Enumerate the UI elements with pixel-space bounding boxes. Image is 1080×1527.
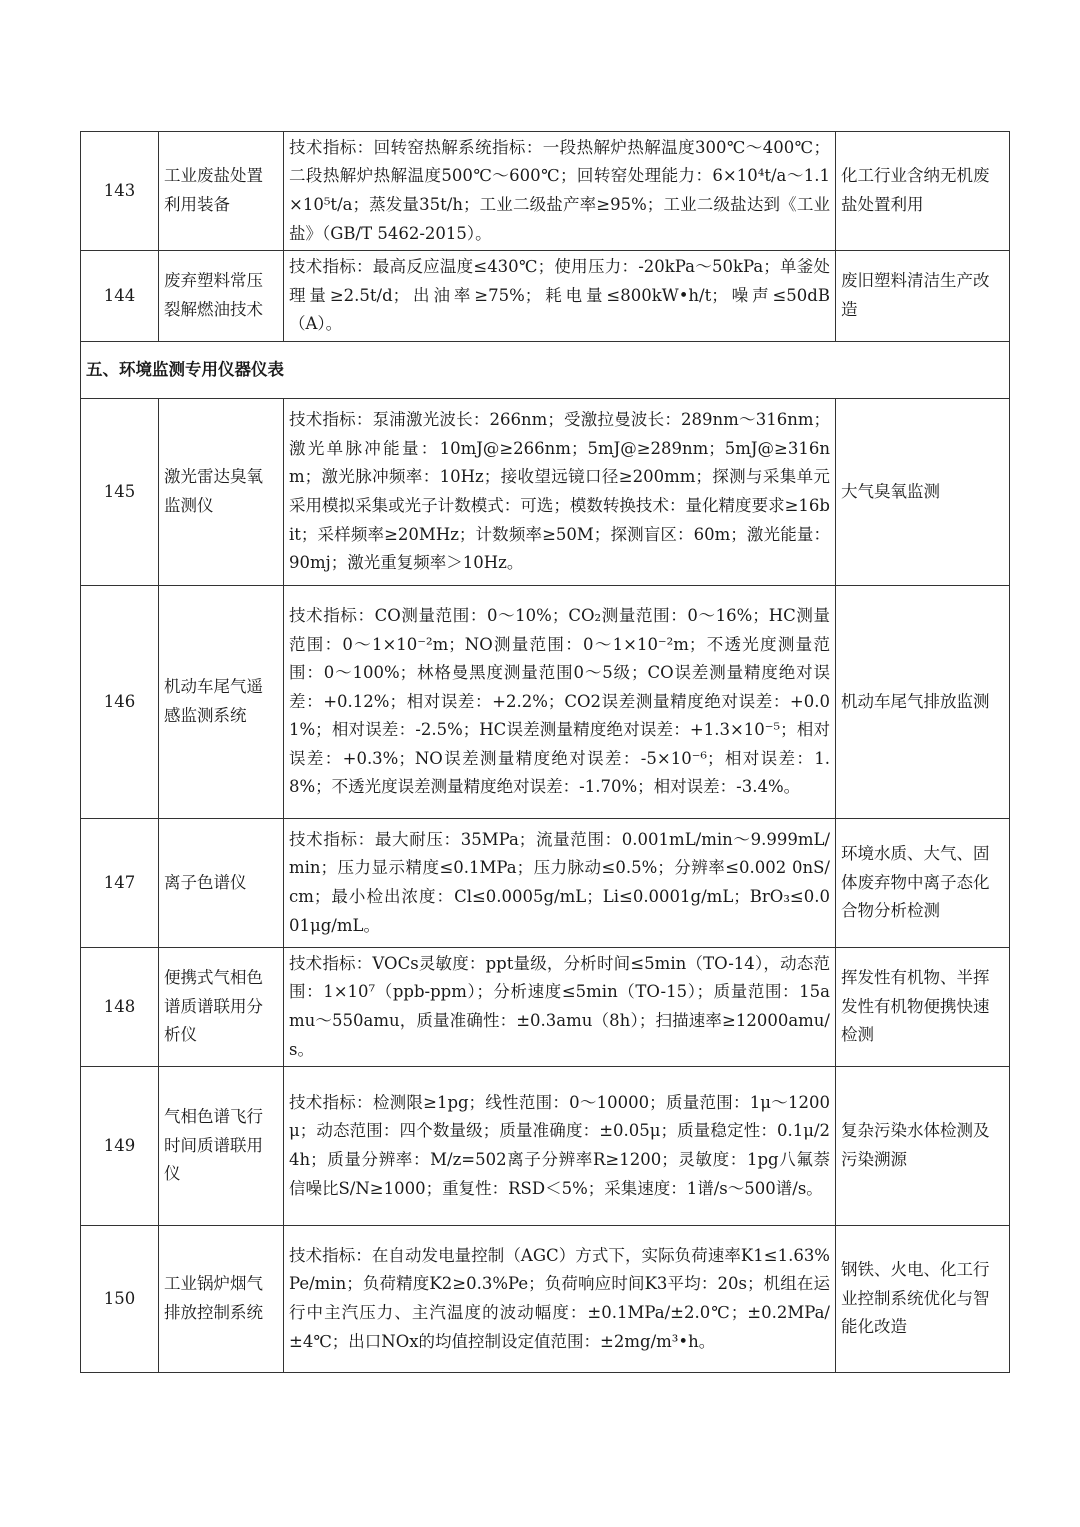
table-row (81, 399, 1010, 586)
table-row (81, 948, 1010, 1067)
table-row (81, 1226, 1010, 1373)
product-name: 便携式气相色谱质谱联用分析仪 (159, 948, 284, 1067)
product-name: 激光雷达臭氧监测仪 (159, 399, 284, 586)
row-number: 147 (81, 819, 159, 948)
product-name: 气相色谱飞行时间质谱联用仪 (159, 1067, 284, 1226)
product-name: 机动车尾气遥感监测系统 (159, 586, 284, 819)
technical-spec: 技术指标：最大耐压：35MPa；流量范围：0.001mL/min～9.999mL/min；压力显示精度≤0.1MPa；压力脉动≤0.5%；分辨率≤0.002 0nS/cm；最小检出浓度：Cl≤0.0005g/mL；Li≤0.0001g/mL；BrO₃≤0.001μg/mL。 (284, 819, 836, 948)
technical-spec: 技术指标：最高反应温度≤430℃；使用压力：-20kPa～50kPa；单釜处理量≥2.5t/d；出油率≥75%；耗电量≤800kW•h/t；噪声≤50dB（A）。 (284, 251, 836, 342)
technical-spec: 技术指标：泵浦激光波长：266nm；受激拉曼波长：289nm～316nm；激光单脉冲能量：10mJ@≥266nm；5mJ@≥289nm；5mJ@≥316nm；激光脉冲频率：10Hz；接收望远镜口径≥200mm；探测与采集单元采用模拟采集或光子计数模式：可选；模数转换技术：量化精度要求≥16bit；采样频率≥20MHz；计数频率≥50M；探测盲区：60m；激光能量：90mj；激光重复频率＞10Hz。 (284, 399, 836, 586)
technical-spec: 技术指标：VOCs灵敏度：ppt量级，分析时间≤5min（TO-14），动态范围：1×10⁷（ppb-ppm）；分析速度≤5min（TO-15）；质量范围：15amu～550amu，质量准确性：±0.3amu（8h）；扫描速率≥12000amu/s。 (284, 948, 836, 1067)
product-name: 废弃塑料常压裂解燃油技术 (159, 251, 284, 342)
application-field: 废旧塑料清洁生产改造 (836, 251, 1010, 342)
technical-spec: 技术指标：回转窑热解系统指标：一段热解炉热解温度300℃～400℃；二段热解炉热解温度500℃～600℃；回转窑处理能力：6×10⁴t/a～1.1×10⁵t/a；蒸发量35t/h；工业二级盐产率≥95%；工业二级盐达到《工业盐》（GB/T 5462-2015）。 (284, 132, 836, 251)
application-field: 环境水质、大气、固体废弃物中离子态化合物分析检测 (836, 819, 1010, 948)
row-number: 149 (81, 1067, 159, 1226)
application-field: 钢铁、火电、化工行业控制系统优化与智能化改造 (836, 1226, 1010, 1373)
application-field: 挥发性有机物、半挥发性有机物便携快速检测 (836, 948, 1010, 1067)
row-number: 145 (81, 399, 159, 586)
row-number: 148 (81, 948, 159, 1067)
application-field: 化工行业含纳无机废盐处置利用 (836, 132, 1010, 251)
product-name: 工业锅炉烟气排放控制系统 (159, 1226, 284, 1373)
application-field: 复杂污染水体检测及污染溯源 (836, 1067, 1010, 1226)
table-row (81, 251, 1010, 342)
table-row (81, 819, 1010, 948)
technical-spec: 技术指标：在自动发电量控制（AGC）方式下，实际负荷速率K1≤1.63%Pe/min；负荷精度K2≥0.3%Pe；负荷响应时间K3平均：20s；机组在运行中主汽压力、主汽温度的波动幅度：±0.1MPa/±2.0℃；±0.2MPa/±4℃；出口NOx的均值控制设定值范围：±2mg/m³•h。 (284, 1226, 836, 1373)
row-number: 150 (81, 1226, 159, 1373)
technical-spec: 技术指标：CO测量范围：0～10%；CO₂测量范围：0～16%；HC测量范围：0～1×10⁻²m；NO测量范围：0～1×10⁻²m；不透光度测量范围：0～100%；林格曼黑度测量范围0～5级；CO误差测量精度绝对误差：+0.12%；相对误差：+2.2%；CO2误差测量精度绝对误差：+0.01%；相对误差：-2.5%；HC误差测量精度绝对误差：+1.3×10⁻⁵；相对误差：+0.3%；NO误差测量精度绝对误差：-5×10⁻⁶；相对误差：1.8%；不透光度误差测量精度绝对误差：-1.70%；相对误差：-3.4%。 (284, 586, 836, 819)
row-number: 143 (81, 132, 159, 251)
section-header-row (81, 342, 1010, 399)
product-name: 工业废盐处置利用装备 (159, 132, 284, 251)
application-field: 大气臭氧监测 (836, 399, 1010, 586)
table-row (81, 586, 1010, 819)
table-row (81, 132, 1010, 251)
row-number: 146 (81, 586, 159, 819)
section-title: 五、环境监测专用仪器仪表 (81, 342, 1010, 399)
equipment-catalog-table (80, 131, 1010, 1373)
product-name: 离子色谱仪 (159, 819, 284, 948)
row-number: 144 (81, 251, 159, 342)
application-field: 机动车尾气排放监测 (836, 586, 1010, 819)
technical-spec: 技术指标：检测限≥1pg；线性范围：0～10000；质量范围：1μ～1200μ；动态范围：四个数量级；质量准确度：±0.05μ；质量稳定性：0.1μ/24h；质量分辨率：M/z=502离子分辨率R≥1200；灵敏度：1pg八氟萘信噪比S/N≥1000；重复性：RSD＜5%；采集速度：1谱/s～500谱/s。 (284, 1067, 836, 1226)
table-row (81, 1067, 1010, 1226)
